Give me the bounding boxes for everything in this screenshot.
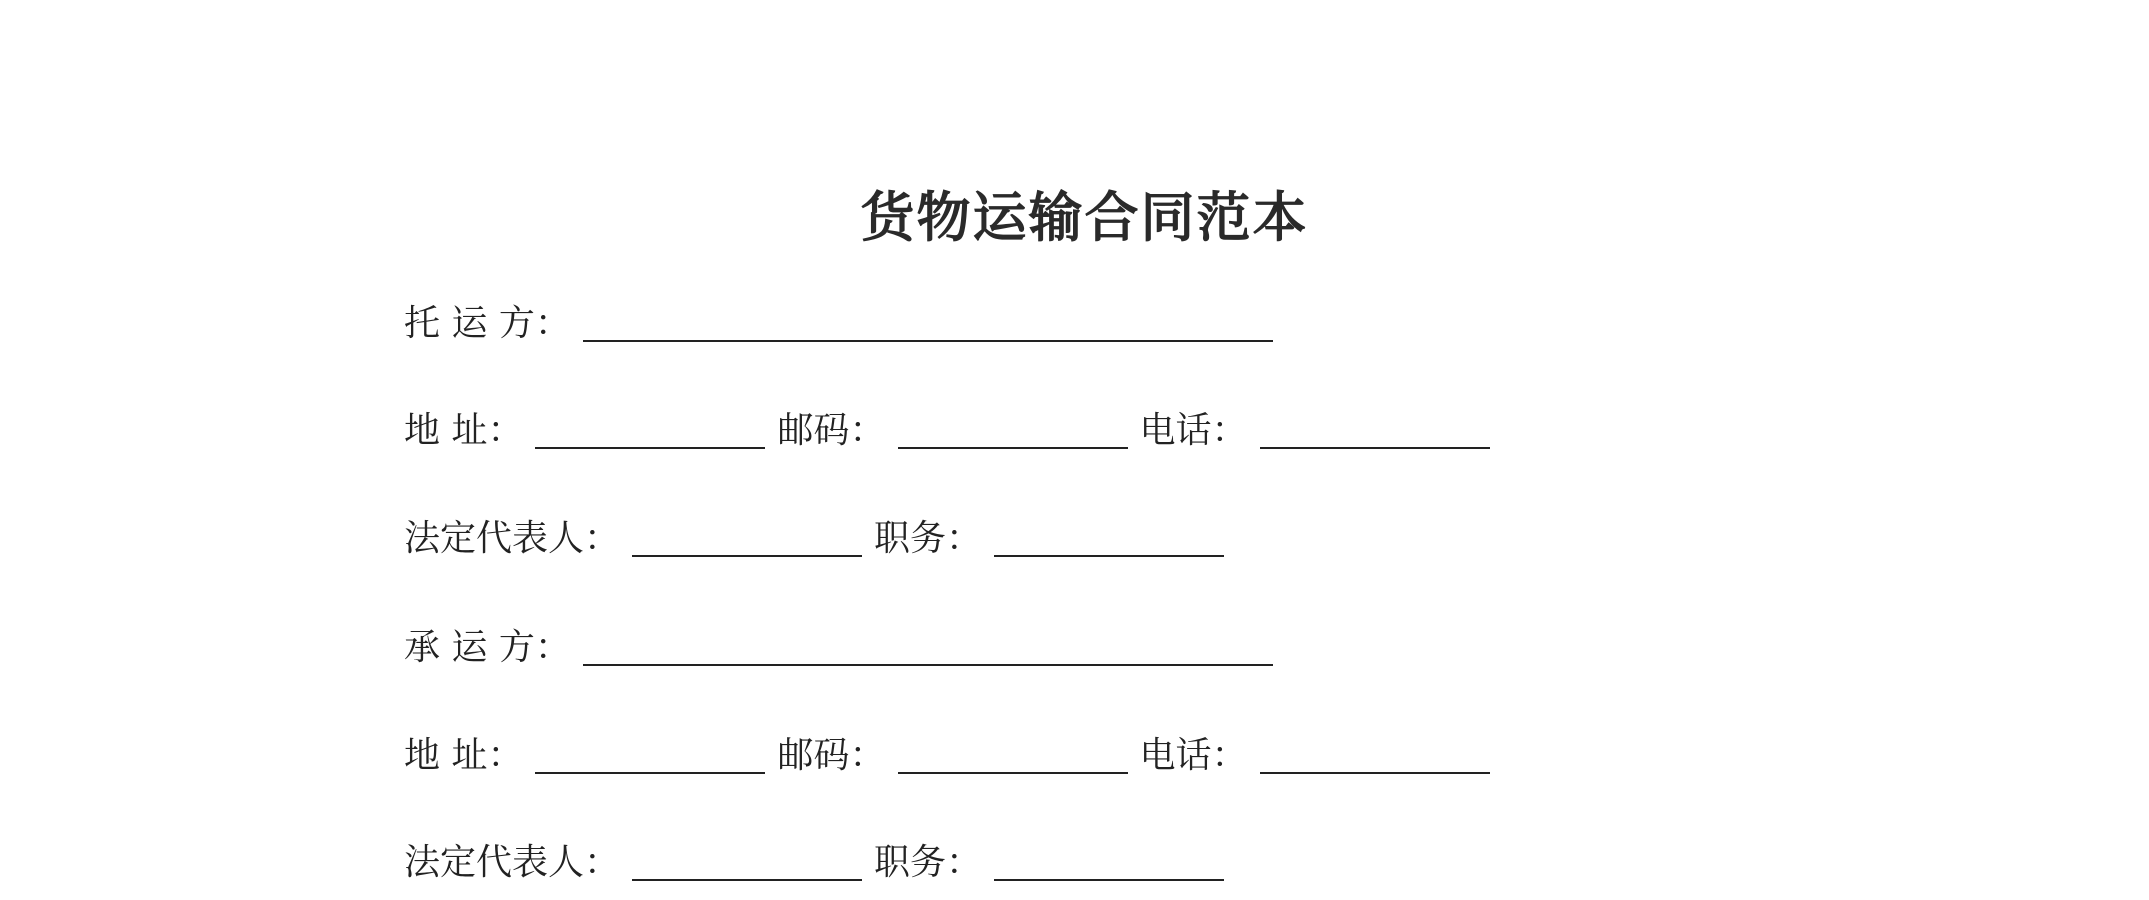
consignor-rep-blank[interactable]: [632, 555, 862, 557]
colon: ：: [946, 842, 983, 883]
carrier-address-blank[interactable]: [535, 772, 765, 774]
consignor-postcode-blank[interactable]: [898, 447, 1128, 449]
colon: ：: [1211, 410, 1248, 451]
consignor-phone-blank[interactable]: [1260, 447, 1490, 449]
carrier-position-blank[interactable]: [994, 879, 1224, 881]
consignor-name-blank[interactable]: [583, 340, 1273, 342]
colon: ：: [534, 627, 571, 668]
carrier-rep-blank[interactable]: [632, 879, 862, 881]
consignor-position-blank[interactable]: [994, 555, 1224, 557]
consignor-address-label: 地 址: [404, 410, 488, 451]
consignor-phone-label: 电话: [1139, 410, 1212, 451]
carrier-phone-blank[interactable]: [1260, 772, 1490, 774]
consignor-label: 托 运 方: [404, 303, 535, 344]
carrier-row: [404, 614, 1285, 670]
carrier-label: 承 运 方: [404, 627, 535, 668]
colon: ：: [946, 518, 983, 559]
carrier-rep-row: [404, 829, 1236, 885]
colon: ：: [849, 735, 886, 776]
carrier-position-label: 职务: [874, 842, 947, 883]
colon: ：: [584, 518, 621, 559]
colon: ：: [534, 303, 571, 344]
colon: ：: [487, 410, 524, 451]
carrier-postcode-label: 邮码: [777, 735, 850, 776]
consignor-rep-label: 法定代表人: [404, 518, 585, 559]
colon: ：: [1211, 735, 1248, 776]
colon: ：: [584, 842, 621, 883]
carrier-postcode-blank[interactable]: [898, 772, 1128, 774]
carrier-phone-label: 电话: [1139, 735, 1212, 776]
colon: ：: [487, 735, 524, 776]
carrier-rep-label: 法定代表人: [404, 842, 585, 883]
consignor-address-blank[interactable]: [535, 447, 765, 449]
consignor-postcode-label: 邮码: [777, 410, 850, 451]
consignor-row: [404, 290, 1285, 346]
carrier-name-blank[interactable]: [583, 664, 1273, 666]
colon: ：: [849, 410, 886, 451]
consignor-position-label: 职务: [874, 518, 947, 559]
carrier-address-label: 地 址: [404, 735, 488, 776]
consignor-rep-row: [404, 505, 1236, 561]
document-title: 货物运输合同范本: [860, 186, 1309, 249]
carrier-contact-row: [404, 722, 1502, 778]
consignor-contact-row: [404, 397, 1502, 453]
